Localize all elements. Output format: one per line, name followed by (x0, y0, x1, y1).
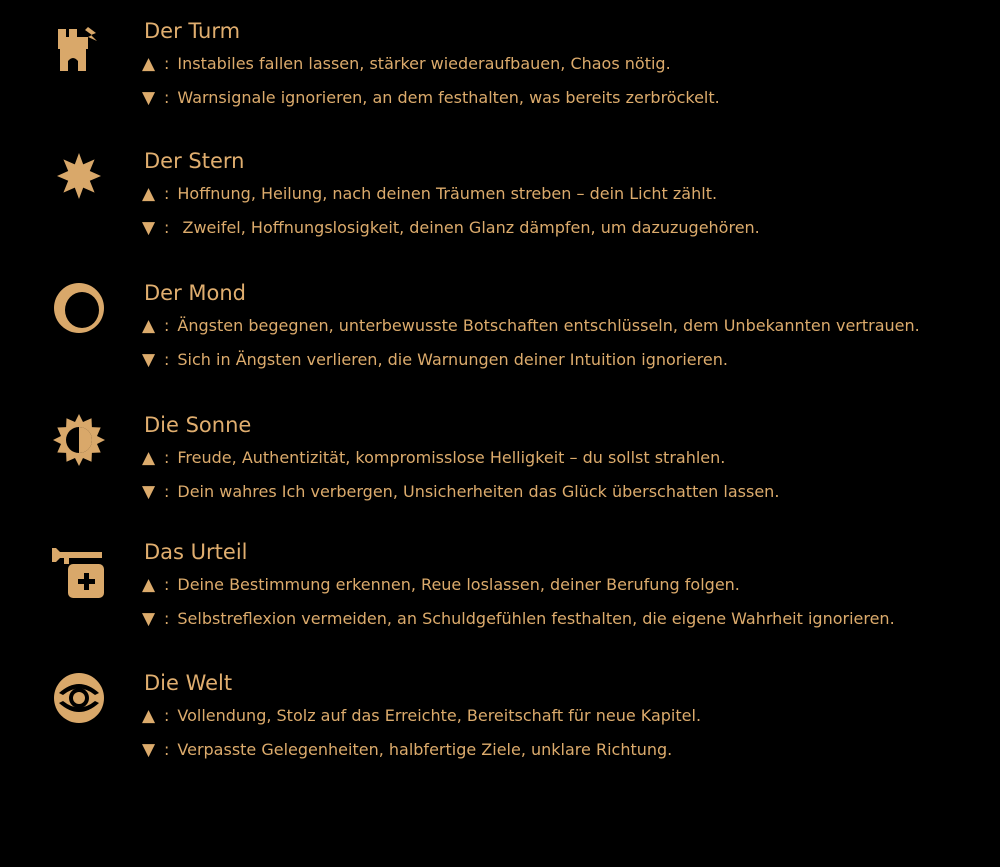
reversed-arrow-icon: ▼ (142, 218, 156, 238)
card-title: Der Stern (144, 149, 245, 173)
separator: : (164, 482, 170, 501)
reversed-meaning (142, 739, 672, 761)
separator: : (164, 218, 170, 237)
upright-meaning (142, 574, 740, 596)
upright-text: Hoffnung, Heilung, nach deinen Träumen streben – dein Licht zählt. (177, 184, 718, 203)
separator: : (164, 740, 170, 759)
separator: : (164, 88, 170, 107)
upright-text: Ängsten begegnen, unterbewusste Botschaften entschlüsseln, dem Unbekannten vertrauen. (177, 316, 920, 335)
card-title: Der Turm (144, 19, 241, 43)
upright-arrow-icon: ▲ (142, 184, 156, 204)
upright-text: Vollendung, Stolz auf das Erreichte, Bereitschaft für neue Kapitel. (177, 706, 702, 725)
reversed-text: Dein wahres Ich verbergen, Unsicherheiten das Glück überschatten lassen. (177, 482, 780, 501)
reversed-arrow-icon: ▼ (142, 740, 156, 760)
separator: : (164, 316, 170, 335)
separator: : (164, 575, 170, 594)
upright-arrow-icon: ▲ (142, 575, 156, 595)
separator: : (164, 184, 170, 203)
card-title: Der Mond (144, 281, 247, 305)
moon-icon (50, 279, 108, 337)
reversed-text: Warnsignale ignorieren, an dem festhalten, was bereits zerbröckelt. (177, 88, 720, 107)
card-title: Das Urteil (144, 540, 248, 564)
reversed-text: Sich in Ängsten verlieren, die Warnungen deiner Intuition ignorieren. (177, 350, 728, 369)
reversed-text: Selbstreflexion vermeiden, an Schuldgefühlen festhalten, die eigene Wahrheit ignorieren. (177, 609, 895, 628)
separator: : (164, 448, 170, 467)
trumpet-icon (50, 542, 108, 600)
separator: : (164, 706, 170, 725)
reversed-arrow-icon: ▼ (142, 88, 156, 108)
upright-arrow-icon: ▲ (142, 316, 156, 336)
upright-arrow-icon: ▲ (142, 706, 156, 726)
tower-icon (50, 21, 108, 79)
separator: : (164, 609, 170, 628)
upright-text: Deine Bestimmung erkennen, Reue loslassen, deiner Berufung folgen. (177, 575, 740, 594)
reversed-text: Zweifel, Hoffnungslosigkeit, deinen Glanz dämpfen, um dazuzugehören. (177, 218, 760, 237)
card-title: Die Sonne (144, 413, 252, 437)
reversed-arrow-icon: ▼ (142, 350, 156, 370)
separator: : (164, 54, 170, 73)
upright-arrow-icon: ▲ (142, 54, 156, 74)
reversed-meaning (142, 608, 895, 630)
reversed-meaning (142, 481, 779, 503)
upright-text: Instabiles fallen lassen, stärker wiederaufbauen, Chaos nötig. (177, 54, 671, 73)
star-icon (50, 147, 108, 205)
separator: : (164, 350, 170, 369)
reversed-text: Verpasste Gelegenheiten, halbfertige Ziele, unklare Richtung. (177, 740, 673, 759)
sun-icon (50, 411, 108, 469)
reversed-arrow-icon: ▼ (142, 482, 156, 502)
reversed-meaning (142, 349, 728, 371)
reversed-meaning (142, 217, 760, 239)
upright-meaning (142, 315, 920, 337)
upright-meaning (142, 447, 725, 469)
upright-meaning (142, 705, 701, 727)
card-title: Die Welt (144, 671, 233, 695)
upright-meaning (142, 183, 717, 205)
world-icon (50, 669, 108, 727)
reversed-meaning (142, 87, 720, 109)
reversed-arrow-icon: ▼ (142, 609, 156, 629)
upright-text: Freude, Authentizität, kompromisslose Helligkeit – du sollst strahlen. (177, 448, 726, 467)
upright-arrow-icon: ▲ (142, 448, 156, 468)
upright-meaning (142, 53, 671, 75)
